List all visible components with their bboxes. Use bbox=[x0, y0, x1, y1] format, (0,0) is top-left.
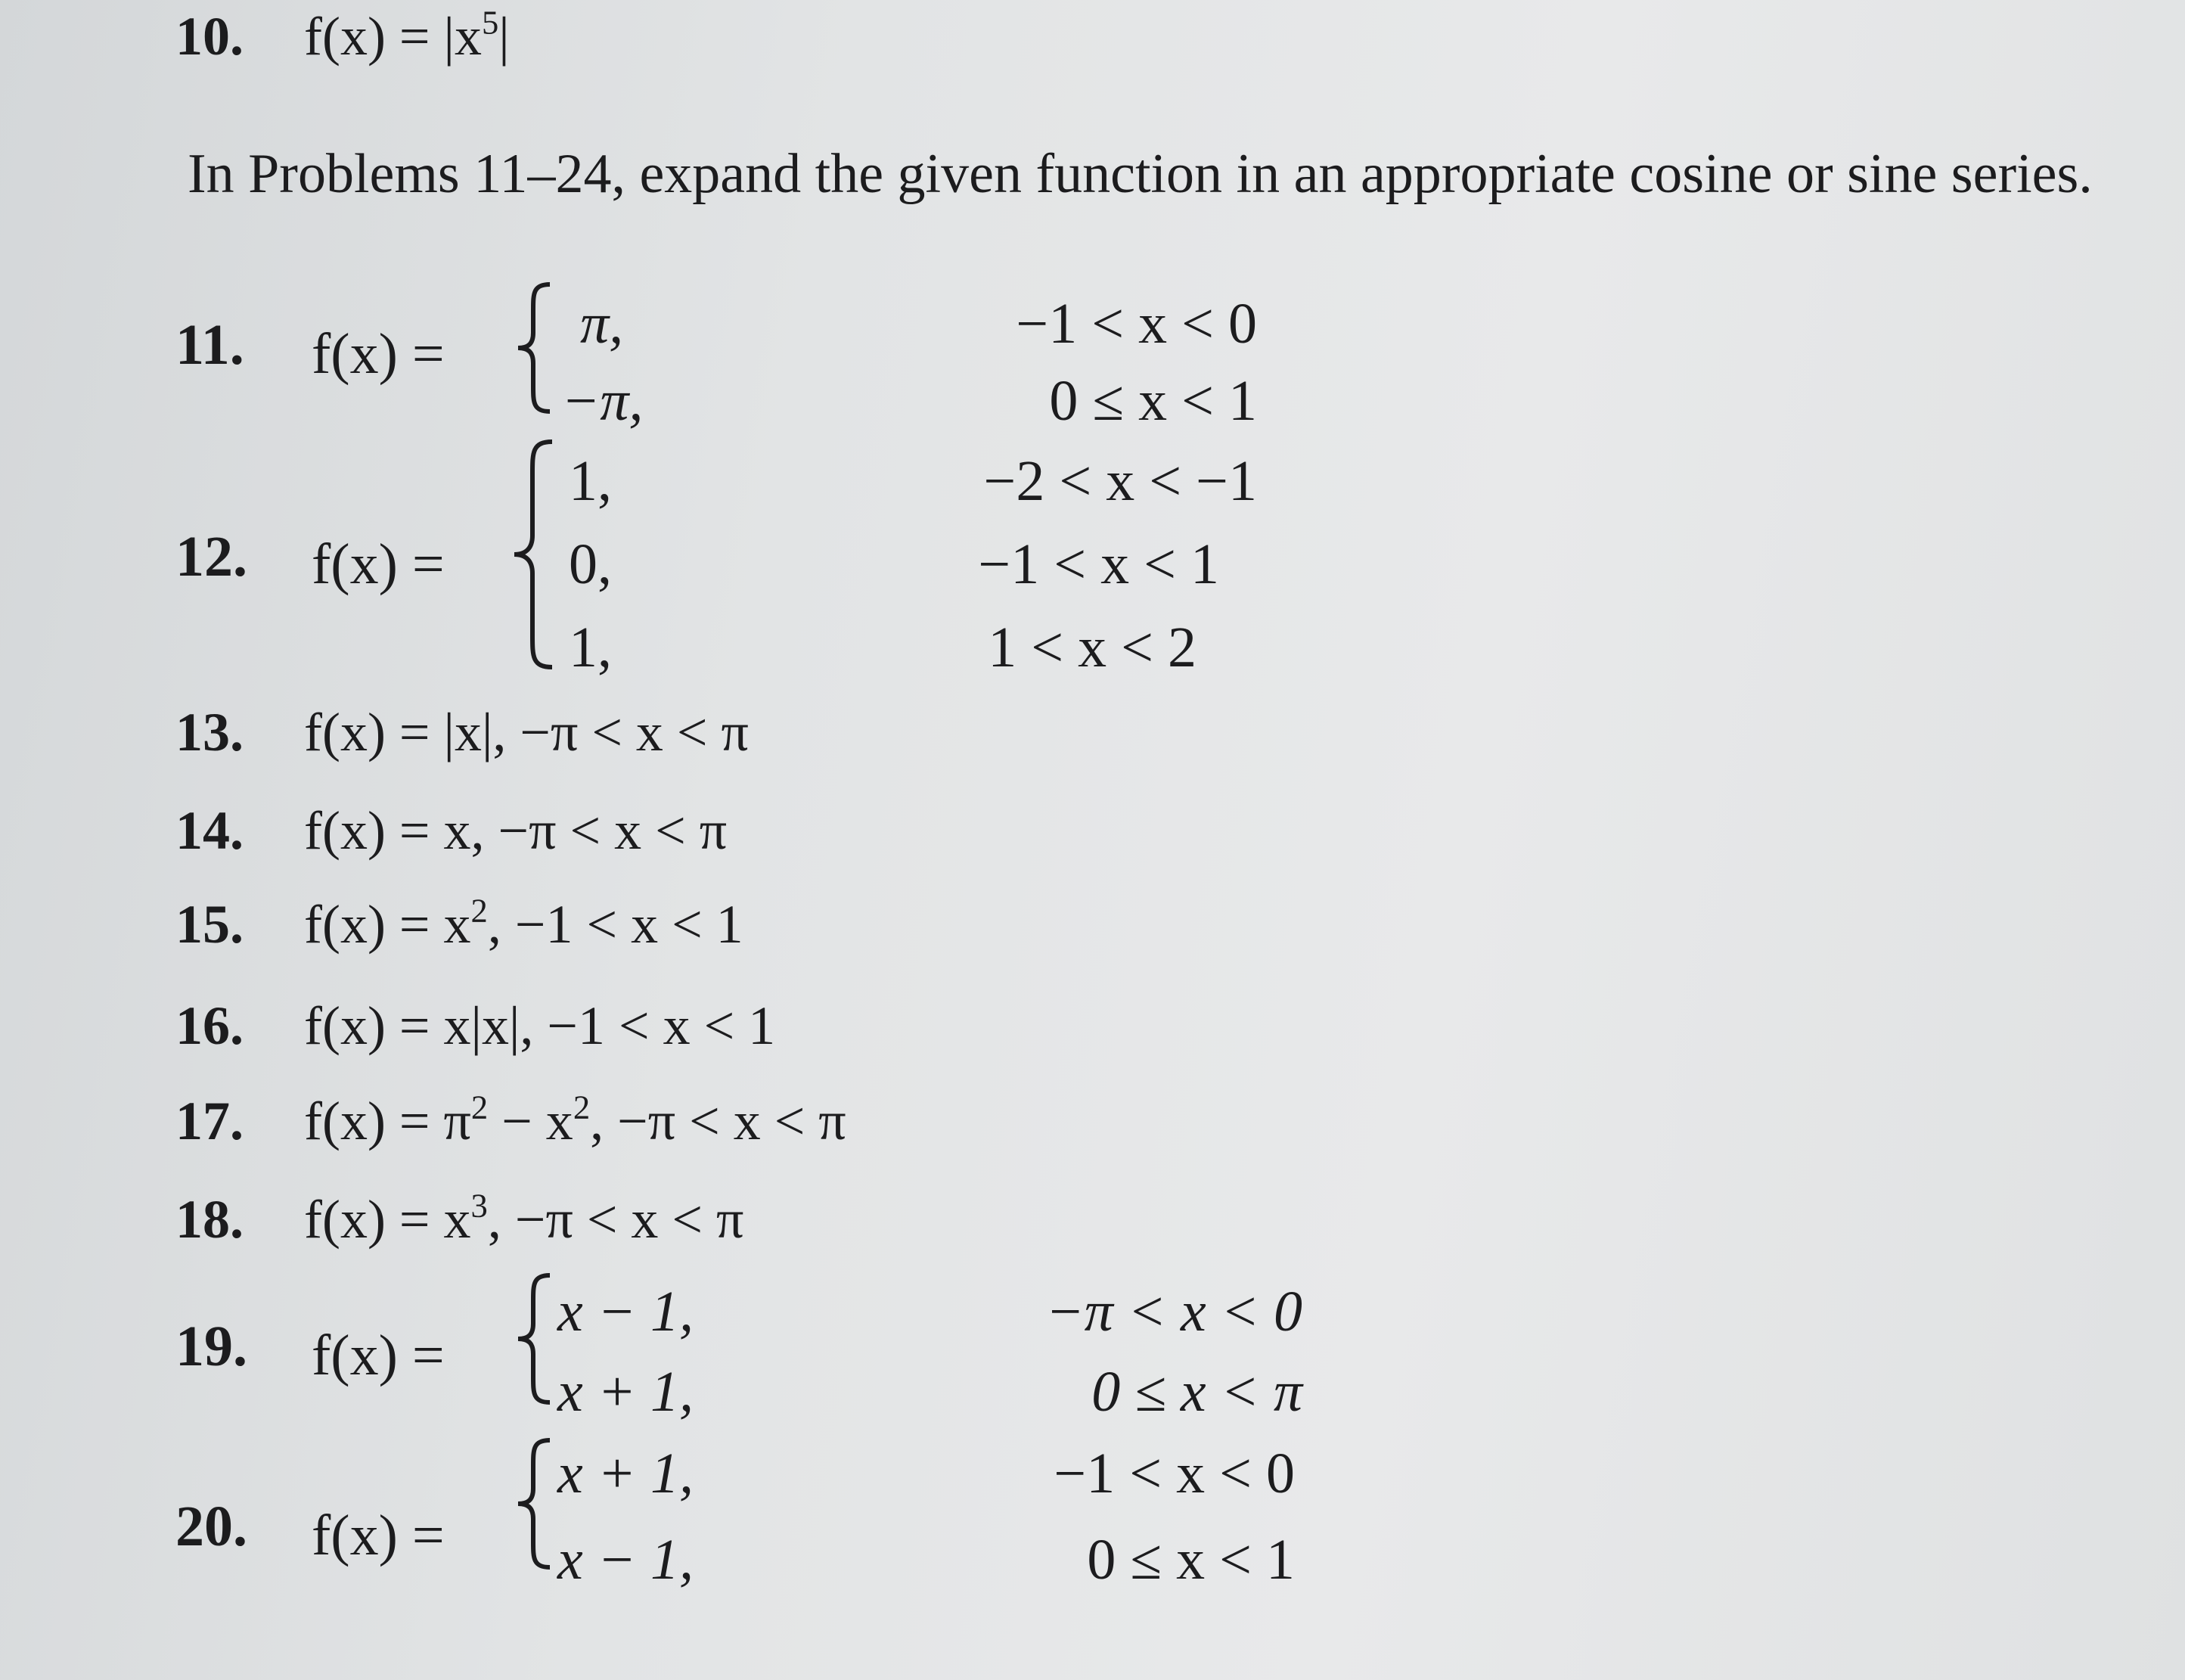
problem-number: 16. bbox=[175, 995, 244, 1056]
expr-text: − x bbox=[488, 1091, 573, 1151]
case-condition: 0 ≤ x < 1 bbox=[1049, 369, 1257, 433]
case-condition: 0 ≤ x < π bbox=[1091, 1360, 1302, 1424]
problem-20 bbox=[175, 1436, 1295, 1591]
expr-text: , −1 < x < 1 bbox=[487, 894, 743, 955]
problem-number: 17. bbox=[175, 1091, 244, 1151]
problem-number: 10. bbox=[175, 6, 244, 67]
problem-expression: f(x) = |x|, −π < x < π bbox=[304, 702, 749, 762]
problem-number: 13. bbox=[175, 702, 244, 762]
case-value: x + 1, bbox=[557, 1442, 694, 1505]
problem-15 bbox=[175, 891, 743, 955]
expr-text: f(x) = x bbox=[304, 1189, 471, 1250]
case-condition: −1 < x < 1 bbox=[978, 533, 1219, 596]
problem-number: 14. bbox=[175, 800, 244, 861]
expr-text: , −π < x < π bbox=[487, 1189, 744, 1250]
case-value: 0, bbox=[569, 533, 612, 596]
problem-number: 20. bbox=[175, 1495, 247, 1558]
left-brace-icon bbox=[512, 1271, 557, 1407]
case-condition: −1 < x < 0 bbox=[1016, 292, 1257, 356]
problem-number: 15. bbox=[175, 894, 244, 955]
exponent: 5 bbox=[481, 3, 499, 42]
problem-lhs: f(x) = bbox=[312, 322, 445, 386]
problem-number: 18. bbox=[175, 1189, 244, 1250]
expr-text: , −π < x < π bbox=[590, 1091, 846, 1151]
left-brace-icon bbox=[508, 437, 561, 672]
case-condition: 0 ≤ x < 1 bbox=[1087, 1528, 1295, 1591]
problem-lhs: f(x) = bbox=[312, 533, 445, 596]
case-value: x − 1, bbox=[557, 1280, 694, 1343]
problem-number: 19. bbox=[175, 1315, 247, 1378]
problem-expression bbox=[304, 1088, 846, 1151]
problem-19 bbox=[175, 1271, 1302, 1424]
case-value: x + 1, bbox=[557, 1360, 694, 1424]
exponent: 2 bbox=[470, 1088, 489, 1126]
problem-expression: f(x) = x|x|, −1 < x < 1 bbox=[304, 995, 776, 1056]
exponent: 2 bbox=[470, 891, 488, 930]
left-brace-icon bbox=[512, 1436, 557, 1572]
expr-close: | bbox=[498, 6, 510, 67]
instructions: In Problems 11–24, expand the given function in an appropriate cosine or sine series. bbox=[188, 143, 2093, 205]
expr-text: f(x) = |x bbox=[304, 6, 482, 67]
exponent: 2 bbox=[573, 1088, 591, 1126]
expr-text: f(x) = x bbox=[304, 894, 471, 955]
problem-number: 12. bbox=[175, 525, 247, 588]
case-value: 1, bbox=[569, 616, 612, 679]
problem-16 bbox=[175, 995, 776, 1056]
case-condition: 1 < x < 2 bbox=[988, 616, 1196, 679]
problem-14 bbox=[175, 800, 728, 861]
exponent: 3 bbox=[470, 1186, 488, 1225]
case-condition: −2 < x < −1 bbox=[983, 449, 1257, 513]
problem-expression: f(x) = x, −π < x < π bbox=[304, 800, 728, 861]
problem-lhs: f(x) = bbox=[312, 1504, 445, 1567]
problem-13 bbox=[175, 702, 749, 762]
case-condition: −π < x < 0 bbox=[1045, 1280, 1302, 1343]
case-value: 1, bbox=[569, 449, 612, 513]
expr-text: f(x) = π bbox=[304, 1091, 471, 1151]
left-brace-icon bbox=[512, 280, 557, 416]
case-value: x − 1, bbox=[557, 1528, 694, 1591]
problem-10 bbox=[175, 3, 510, 67]
problem-lhs: f(x) = bbox=[312, 1324, 445, 1387]
problem-18 bbox=[175, 1186, 744, 1250]
case-value: π, bbox=[580, 292, 624, 356]
problem-expression bbox=[304, 1186, 744, 1250]
problem-expression bbox=[304, 891, 743, 955]
case-condition: −1 < x < 0 bbox=[1054, 1442, 1295, 1505]
problem-17 bbox=[175, 1088, 846, 1151]
problem-11 bbox=[175, 280, 1257, 433]
problem-number: 11. bbox=[175, 313, 244, 377]
case-value: −π, bbox=[561, 369, 644, 433]
problem-expression bbox=[304, 3, 510, 67]
problem-12 bbox=[175, 437, 1257, 679]
